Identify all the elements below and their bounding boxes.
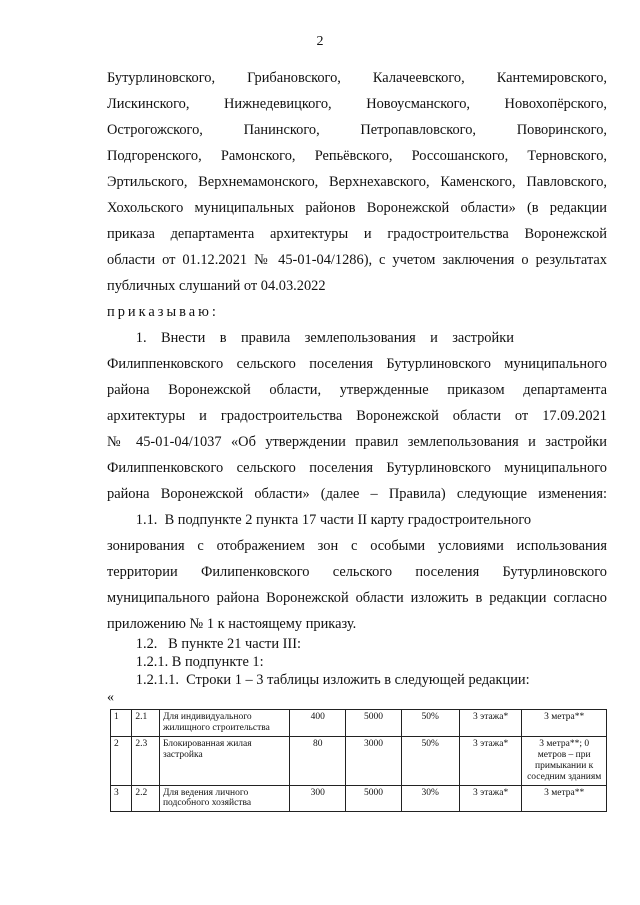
table-cell: 5000	[346, 785, 401, 812]
text-line: района Воронежской области» (далее – Правила) следующие изменения:	[107, 486, 607, 502]
zoning-table	[110, 709, 607, 812]
text-line: Подгоренского, Рамонского, Репьёвского, Россошанского, Терновского,	[107, 148, 607, 164]
table-cell: 3 этажа*	[459, 710, 521, 737]
table-row	[111, 736, 607, 785]
order-word: приказываю:	[107, 304, 219, 320]
clause-1: 1. Внести в правила землепользования и застройки	[107, 330, 514, 346]
page-number: 2	[316, 34, 324, 49]
table-cell: 300	[290, 785, 346, 812]
clause-1-2-1-1: 1.2.1.1. Строки 1 – 3 таблицы изложить в следующей редакции:	[107, 672, 530, 688]
text-line: зонирования с отображением зон с особыми условиями использования	[107, 538, 607, 554]
table-cell: 5000	[346, 710, 401, 737]
text-line: района Воронежской области, утвержденные приказом департамента	[107, 382, 607, 398]
text-line: Филиппенковского сельского поселения Бутурлиновского муниципального	[107, 460, 607, 476]
table-cell: 3000	[346, 736, 401, 785]
text-line: Острогожского, Панинского, Петропавловского, Поворинского,	[107, 122, 607, 138]
table-cell: Для ведения личного подсобного хозяйства	[159, 785, 289, 812]
text-line: Лискинского, Нижнедевицкого, Новоусманского, Новохопёрского,	[107, 96, 607, 112]
table-cell: 400	[290, 710, 346, 737]
table-cell: 50%	[401, 736, 459, 785]
table-cell: 2.1	[132, 710, 160, 737]
table-cell: 2	[111, 736, 132, 785]
text-line: Эртильского, Верхнемамонского, Верхнехавского, Каменского, Павловского,	[107, 174, 607, 190]
table-cell: 3 метра**	[522, 785, 607, 812]
table-cell: Блокированная жилая застройка	[159, 736, 289, 785]
table-cell: 3	[111, 785, 132, 812]
clause-1-2-1: 1.2.1. В подпункте 1:	[107, 654, 264, 670]
table-cell: Для индивидуального жилищного строительства	[159, 710, 289, 737]
table-cell: 2.3	[132, 736, 160, 785]
text-line: Хохольского муниципальных районов Воронежской области» (в редакции	[107, 200, 607, 216]
table-row	[111, 785, 607, 812]
table-cell: 1	[111, 710, 132, 737]
table-cell: 3 этажа*	[459, 785, 521, 812]
table-cell: 3 метра**; 0 метров – при примыкании к соседним зданиям	[522, 736, 607, 785]
table-cell: 30%	[401, 785, 459, 812]
text-line: территории Филипенковского сельского поселения Бутурлиновского	[107, 564, 607, 580]
text-line: архитектуры и градостроительства Воронежской области от 17.09.2021	[107, 408, 607, 424]
table-cell: 80	[290, 736, 346, 785]
text-line: Филиппенковского сельского поселения Бутурлиновского муниципального	[107, 356, 607, 372]
text-line: приказа департамента архитектуры и градостроительства Воронежской	[107, 226, 607, 242]
text-line: № 45-01-04/1037 «Об утверждении правил землепользования и застройки	[107, 434, 607, 450]
opening-quote: «	[107, 690, 114, 705]
table-cell: 2.2	[132, 785, 160, 812]
text-line: публичных слушаний от 04.03.2022	[107, 278, 326, 294]
text-line: Бутурлиновского, Грибановского, Калачеевского, Кантемировского,	[107, 70, 607, 86]
text-line: приложению № 1 к настоящему приказу.	[107, 616, 357, 632]
clause-1-1: 1.1. В подпункте 2 пункта 17 части II карту градостроительного	[107, 512, 532, 528]
text-line: муниципального района Воронежской области изложить в редакции согласно	[107, 590, 607, 606]
table-cell: 3 метра**	[522, 710, 607, 737]
table-cell: 50%	[401, 710, 459, 737]
table-row	[111, 710, 607, 737]
clause-1-2: 1.2. В пункте 21 части III:	[107, 636, 301, 652]
text-line: области от 01.12.2021 № 45-01-04/1286), с учетом заключения о результатах	[107, 252, 607, 268]
table-cell: 3 этажа*	[459, 736, 521, 785]
